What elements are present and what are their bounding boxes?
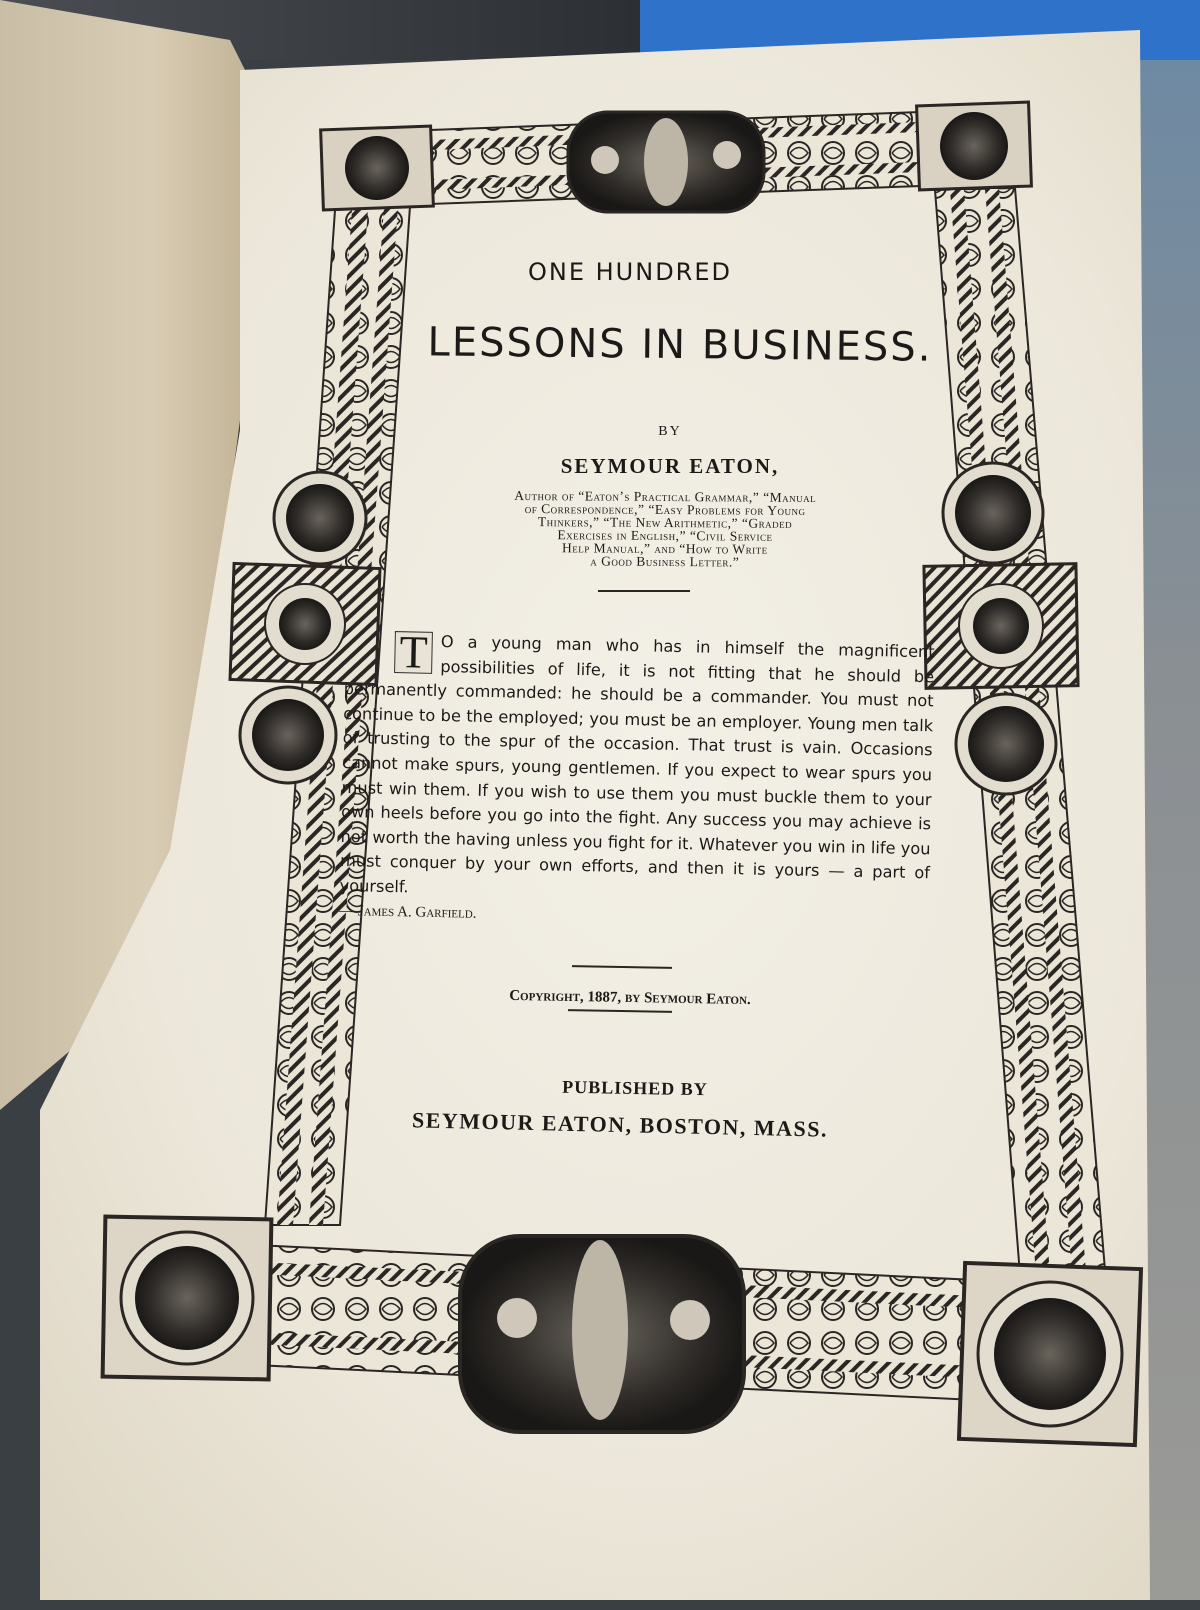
drop-cap: T <box>394 631 433 674</box>
by-label: BY <box>658 424 682 439</box>
left-medallion-1 <box>274 472 366 564</box>
right-portrait-plaque <box>924 564 1078 689</box>
bottom-left-medallion <box>103 1217 272 1380</box>
author-name: SEYMOUR EATON, <box>560 454 780 478</box>
title-line-one-hundred: ONE HUNDRED <box>527 258 732 286</box>
divider-rule <box>598 590 690 592</box>
bottom-right-medallion <box>959 1263 1141 1445</box>
right-medallion-2 <box>956 694 1056 794</box>
top-right-medallion <box>917 102 1032 190</box>
book-title: LESSONS IN BUSINESS. <box>427 319 933 371</box>
credits-line: Author of “Eaton’s Practical Grammar,” “Manual <box>514 487 817 506</box>
credits-line: Help Manual,” and “How to Write <box>562 540 768 557</box>
quote-text: O a young man who has in himself the magnificent possibilities of life, it is not fitting that he should be permanently commanded: he should be a commander. You must not continue to be the employed; you must be an employer. Young men talk of trusting to the spur of the occasion. That trust is vain. Occasions cannot make spurs, young gentlemen. If you expect to wear spurs you must win them. If you wish to use them you must buckle them to your own heels before you go into the fight. Any success you may achieve is not worth the having unless you fight for it. Whatever you win in life you must conquer by your own efforts, and then it is yours — a part of yourself. <box>339 632 935 897</box>
copyright-line: Copyright, 1887, by Seymour Eaton. <box>509 987 751 1009</box>
right-medallion-1 <box>943 463 1043 563</box>
credits-line: a Good Business Letter.” <box>590 553 740 570</box>
publisher-line: SEYMOUR EATON, BOSTON, MASS. <box>411 1107 829 1142</box>
bottom-center-vignette <box>460 1236 744 1432</box>
garfield-quote <box>339 628 935 935</box>
credits-line: Exercises in English,” “Civil Service <box>557 527 773 544</box>
credits-line: of Correspondence,” “Easy Problems for Young <box>524 501 806 518</box>
left-medallion-2 <box>240 687 336 783</box>
credits-line: Thinkers,” “The New Arithmetic,” “Graded <box>537 514 793 531</box>
quote-attribution: — James A. Garfield. <box>338 902 477 922</box>
published-by-label: PUBLISHED BY <box>562 1076 708 1100</box>
top-left-medallion <box>321 126 434 210</box>
author-credits <box>405 488 926 570</box>
top-center-vignette <box>568 112 764 212</box>
